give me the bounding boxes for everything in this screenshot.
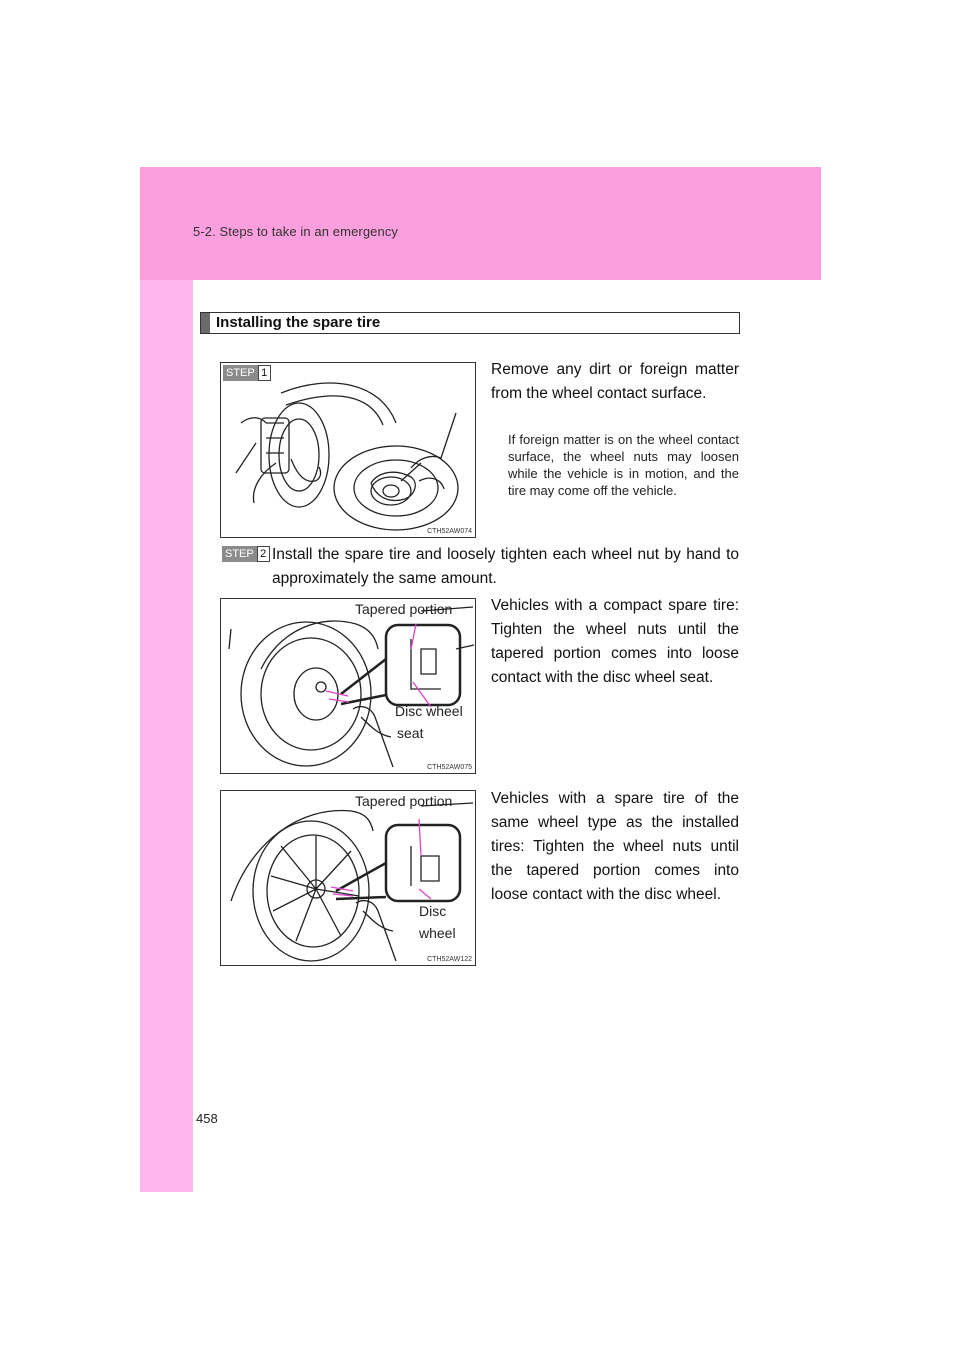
callout-seat: seat [397,725,424,741]
callout-tapered-portion: Tapered portion [355,601,453,617]
step-2-text: Install the spare tire and loosely tighten each wheel nut by hand to approximately the same amount. [272,546,739,587]
figure-code: CTH52AW122 [427,956,472,963]
compact-spare-text: Vehicles with a compact spare tire: Tighten the wheel nuts until the tapered portion comes into loose contact with the disc wheel seat. [491,597,739,686]
callout-tapered-portion: Tapered portion [355,793,453,809]
step-label: STEP [222,546,257,562]
section-title: Installing the spare tire [216,314,381,331]
figure-clean-wheel [220,362,476,538]
step-number: 2 [257,546,270,562]
section-title-box [200,312,740,334]
title-accent-bar [201,313,210,333]
step-number: 1 [258,365,271,381]
section-header: 5-2. Steps to take in an emergency [193,224,399,239]
step-2-badge [222,546,270,562]
clean-wheel-illustration [221,363,476,538]
figure-same-wheel [220,790,476,966]
figure-code: CTH52AW074 [427,528,472,535]
figure-code: CTH52AW075 [427,764,472,771]
page-margin-tab [140,167,193,1192]
step-1-badge [223,365,271,381]
callout-disc: Disc [419,903,447,919]
compact-spare-illustration [221,599,476,774]
step-1-text: Remove any dirt or foreign matter from the wheel contact surface. [491,361,739,402]
figure-compact-spare [220,598,476,774]
page-number: 458 [196,1111,218,1126]
same-wheel-text: Vehicles with a spare tire of the same wheel type as the installed tires: Tighten the wheel nuts until the tapered portion comes into loose contact with the disc wheel. [491,790,739,903]
callout-wheel: wheel [419,925,456,941]
callout-disc-wheel: Disc wheel [395,703,463,719]
step-label: STEP [223,365,258,381]
step-1-note: If foreign matter is on the wheel contact surface, the wheel nuts may loosen while the vehicle is in motion, and the tire may come off the vehicle. [508,432,739,498]
